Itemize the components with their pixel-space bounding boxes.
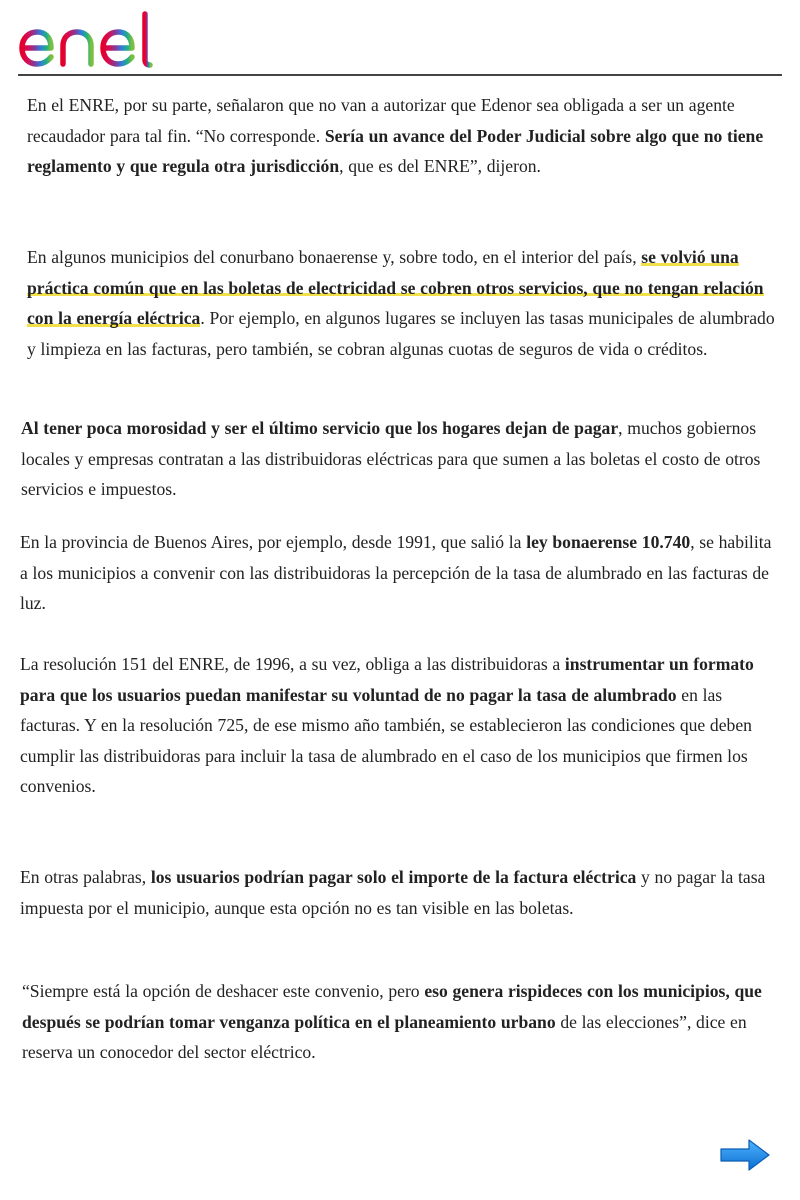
text-run: , se habilita a los municipios a convenir con las distribuidoras la percepción de la tasa de alumbrado en las facturas de luz. <box>20 532 772 613</box>
text-run: En otras palabras, <box>20 867 151 887</box>
highlighted-run: se volvió una práctica común que en las boletas de electricidad se cobren otros servicios, que no tengan relación con la energía eléctrica <box>27 247 764 328</box>
article-paragraph <box>20 527 780 619</box>
text-run: “Siempre está la opción de deshacer este convenio, pero <box>22 981 425 1001</box>
article-paragraph <box>22 976 782 1068</box>
next-page-button[interactable] <box>719 1138 771 1172</box>
text-run: , muchos gobiernos locales y empresas contratan a las distribuidoras eléctricas para que sumen a las boletas el costo de otros servicios e impuestos. <box>21 418 761 499</box>
article-paragraph <box>20 649 782 802</box>
enel-logo[interactable] <box>18 8 178 73</box>
bold-run: Al tener poca morosidad y ser el último servicio que los hogares dejan de pagar <box>21 418 619 438</box>
article-paragraph <box>21 413 781 505</box>
enel-logo-graphic <box>18 8 178 68</box>
text-run: , que es del ENRE”, dijeron. <box>339 156 541 176</box>
text-run: de las elecciones”, dice en reserva un conocedor del sector eléctrico. <box>22 1011 747 1062</box>
bold-run: eso genera rispideces con los municipios, que después se podrían tomar venganza política en el planeamiento urbano <box>22 981 762 1032</box>
text-run: y no pagar la tasa impuesta por el municipio, aunque esta opción no es tan visible en las boletas. <box>20 867 766 918</box>
article-paragraph <box>27 242 783 364</box>
text-run: La resolución 151 del ENRE, de 1996, a su vez, obliga a las distribuidoras a <box>20 654 565 674</box>
text-run: en las facturas. Y en la resolución 725, de ese mismo año también, se establecieron las condiciones que deben cumplir las distribuidoras para incluir la tasa de alumbrado en el caso de los municipios que firmen los convenios. <box>20 684 752 796</box>
bold-run: ley bonaerense 10.740 <box>526 532 691 552</box>
text-run: En la provincia de Buenos Aires, por ejemplo, desde 1991, que salió la <box>20 532 527 552</box>
page-header <box>18 8 782 76</box>
article-paragraph <box>20 862 780 923</box>
bold-run: instrumentar un formato para que los usuarios puedan manifestar su voluntad de no pagar la tasa de alumbrado <box>20 654 754 705</box>
bold-run: Sería un avance del Poder Judicial sobre algo que no tiene reglamento y que regula otra jurisdicción <box>27 125 764 176</box>
arrow-right-icon <box>719 1138 771 1172</box>
text-run: En el ENRE, por su parte, señalaron que no van a autorizar que Edenor sea obligada a ser un agente recaudador para tal fin. “No corresponde. <box>27 95 735 146</box>
text-run: . Por ejemplo, en algunos lugares se incluyen las tasas municipales de alumbrado y limpieza en las facturas, pero también, se cobran algunas cuotas de seguros de vida o créditos. <box>27 308 775 359</box>
bold-run: los usuarios podrían pagar solo el importe de la factura eléctrica <box>150 867 637 887</box>
article-paragraph <box>27 90 783 182</box>
text-run: En algunos municipios del conurbano bonaerense y, sobre todo, en el interior del país, <box>27 247 642 267</box>
